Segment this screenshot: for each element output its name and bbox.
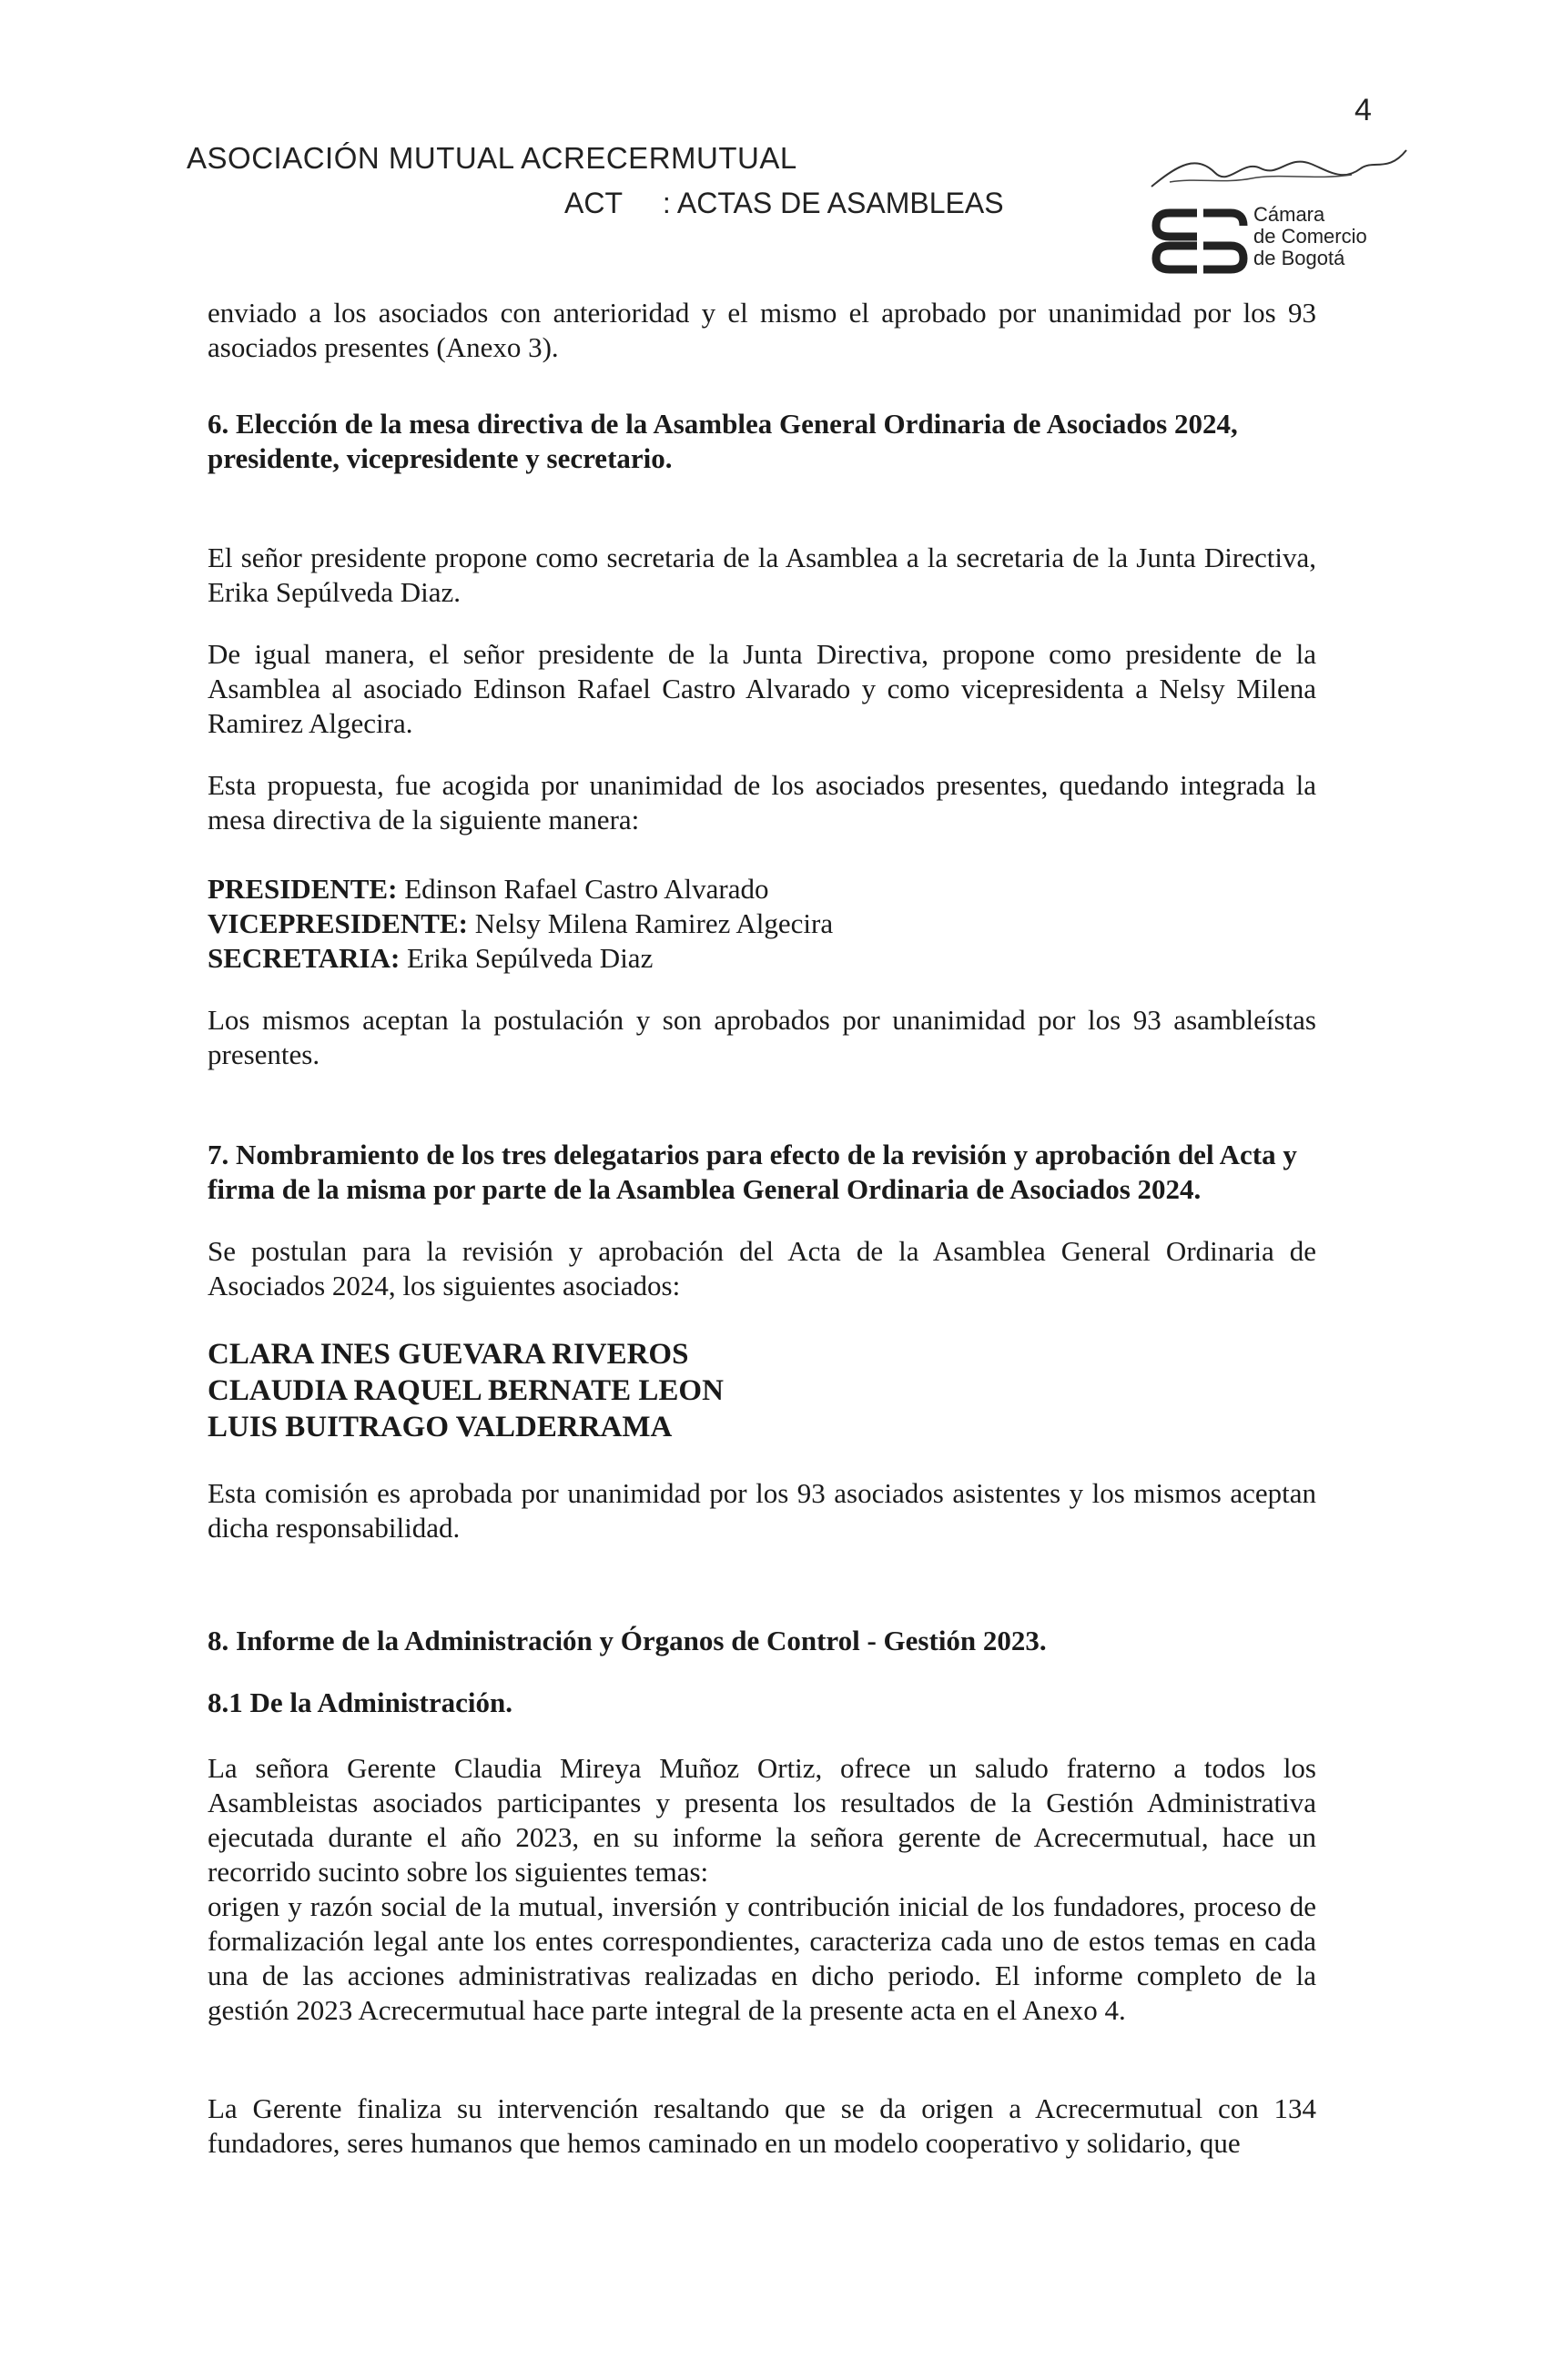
delegate-name: LUIS BUITRAGO VALDERRAMA: [208, 1411, 673, 1443]
book-label: [564, 187, 1004, 220]
chamber-line-2: de Comercio: [1253, 225, 1367, 248]
section-7-paragraph-2: Esta comisión es aprobada por unanimidad por los 93 asociados asistentes y los mismos aceptan dicha responsabilidad.: [208, 1477, 1316, 1544]
officer-name: Edinson Rafael Castro Alvarado: [397, 873, 769, 905]
chamber-logo-icon: [1147, 202, 1256, 279]
intro-paragraph: enviado a los asociados con anterioridad y el mismo el aprobado por unanimidad por los 93 asociados presentes (Anexo 3).: [208, 297, 1316, 363]
organization-name: ASOCIACIÓN MUTUAL ACRECERMUTUAL: [187, 141, 797, 175]
delegate-name: CLAUDIA RAQUEL BERNATE LEON: [208, 1374, 724, 1407]
section-6-paragraph-1: El señor presidente propone como secretaria de la Asamblea a la secretaria de la Junta Directiva, Erika Sepúlveda Diaz.: [208, 542, 1316, 608]
officer-role: SECRETARIA:: [208, 942, 401, 974]
officer-vicepresident: [208, 906, 1316, 941]
delegate-name: CLARA INES GUEVARA RIVEROS: [208, 1338, 689, 1371]
section-7-heading: 7. Nombramiento de los tres delegatarios para efecto de la revisión y aprobación del Acta y firma de la misma por parte de la Asamblea General Ordinaria de Asociados 2024.: [208, 1139, 1297, 1205]
book-name: : ACTAS DE ASAMBLEAS: [662, 187, 1004, 219]
officer-president: [208, 872, 1316, 906]
officer-role: VICEPRESIDENTE:: [208, 907, 468, 939]
chamber-of-commerce-label: [1253, 204, 1367, 269]
book-code: ACT: [564, 187, 623, 219]
officer-name: Erika Sepúlveda Diaz: [400, 942, 654, 974]
document-body: [208, 296, 1316, 2161]
section-6-heading: 6. Elección de la mesa directiva de la Asamblea General Ordinaria de Asociados 2024, presidente, vicepresidente y secretario.: [208, 408, 1238, 474]
section-8-paragraph-1-continued: origen y razón social de la mutual, inversión y contribución inicial de los fundadores, proceso de formalización legal ante los entes correspondientes, caracteriza cada uno de estos temas en cada una de las acciones administrativas realizadas en dicho periodo. El informe completo de la gestión 2023 Acrecermutual hace parte integral de la presente acta en el Anexo 4.: [208, 1890, 1316, 2026]
section-8-paragraph-2: La Gerente finaliza su intervención resaltando que se da origen a Acrecermutual con 134 fundadores, seres humanos que hemos caminado en un modelo cooperativo y solidario, que: [208, 2092, 1316, 2159]
officer-secretary: [208, 941, 1316, 976]
section-8-1-subheading: 8.1 De la Administración.: [208, 1686, 512, 1718]
section-6-paragraph-3: Esta propuesta, fue acogida por unanimidad de los asociados presentes, quedando integrada la mesa directiva de la siguiente manera:: [208, 769, 1316, 836]
officer-name: Nelsy Milena Ramirez Algecira: [467, 907, 834, 939]
section-7-paragraph-1: Se postulan para la revisión y aprobación del Acta de la Asamblea General Ordinaria de Asociados 2024, los siguientes asociados:: [208, 1235, 1316, 1301]
officer-role: PRESIDENTE:: [208, 873, 398, 905]
chamber-line-3: de Bogotá: [1253, 247, 1345, 269]
section-6-paragraph-2: De igual manera, el señor presidente de la Junta Directiva, propone como presidente de la Asamblea al asociado Edinson Rafael Castro Alvarado y como vicepresidenta a Nelsy Milena Ramirez Algecira.: [208, 638, 1316, 739]
page-number: 4: [1354, 93, 1372, 127]
signature-scribble: [1142, 137, 1415, 200]
officers-list: [208, 872, 1316, 976]
section-8-paragraph-1: La señora Gerente Claudia Mireya Muñoz Ortiz, ofrece un saludo fraterno a todos los Asambleistas asociados participantes y presenta los resultados de la Gestión Administrativa ejecutada durante el año 2023, en su informe la señora gerente de Acrecermutual, hace un recorrido sucinto sobre los siguientes temas:: [208, 1752, 1316, 1888]
delegates-list: [208, 1336, 1316, 1445]
section-8-heading: 8. Informe de la Administración y Órganos de Control - Gestión 2023.: [208, 1625, 1047, 1656]
chamber-line-1: Cámara: [1253, 203, 1325, 226]
section-6-paragraph-4: Los mismos aceptan la postulación y son aprobados por unanimidad por los 93 asambleístas presentes.: [208, 1004, 1316, 1070]
